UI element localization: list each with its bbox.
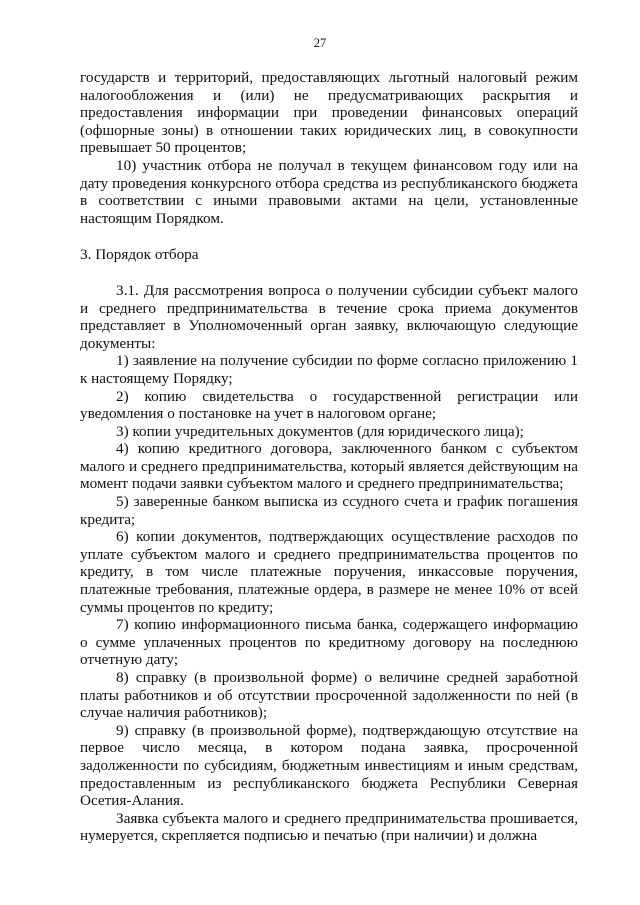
paragraph-application-binding: Заявка субъекта малого и среднего предпринимательства прошивается, нумеруется, скрепляется подписью и печатью (при наличии) и должна [80, 809, 578, 845]
paragraph-item-10: 10) участник отбора не получал в текущем финансовом году или на дату проведения конкурсного отбора средства из республиканского бюджета в соответствии с иными правовыми актами на цели, установленные настоящим Порядком. [80, 156, 578, 227]
paragraph-continuation: государств и территорий, предоставляющих льготный налоговый режим налогообложения и (или) не предусматривающих раскрытия и предоставления информации при проведении финансовых операций (офшорные зоны) в отношении таких юридических лиц, в совокупности превышает 50 процентов; [80, 69, 578, 157]
list-item-3: 3) копии учредительных документов (для юридического лица); [116, 422, 524, 440]
list-item-4: 4) копию кредитного договора, заключенного банком с субъектом малого и среднего предпринимательства, который является действующим на момент подачи заявки субъектом малого и среднего предпринимательства; [80, 440, 578, 493]
list-item-5: 5) заверенные банком выписка из ссудного счета и график погашения кредита; [80, 493, 578, 528]
list-item-7: 7) копию информационного письма банка, содержащего информацию о сумме уплаченных процентов по кредитному договору на последнюю отчетную дату; [80, 616, 578, 669]
list-item-2: 2) копию свидетельства о государственной регистрации или уведомления о постановке на учет в налоговом органе; [80, 387, 578, 423]
list-item-1: 1) заявление на получение субсидии по форме согласно приложению 1 к настоящему Порядку; [80, 352, 578, 387]
page-number: 27 [313, 36, 327, 50]
paragraph-3-1: 3.1. Для рассмотрения вопроса о получении субсидии субъект малого и среднего предпринимательства в течение срока приема документов представляет в Уполномоченный орган заявку, включающую следующие документы: [80, 281, 578, 352]
list-item-8: 8) справку (в произвольной форме) о величине средней заработной платы работников и об отсутствии просроченной задолженности по ней (в случае наличия работников); [80, 669, 578, 722]
list-item-6: 6) копии документов, подтверждающих осуществление расходов по уплате субъектом малого и среднего предпринимательства процентов по кредиту, в том числе платежные поручения, инкассовые поручения, платежные требования, платежные ордера, в размере не менее 10% от всей суммы процентов по кредиту; [80, 528, 578, 616]
section-heading: 3. Порядок отбора [80, 246, 199, 264]
document-body [80, 69, 578, 845]
list-item-9: 9) справку (в произвольной форме), подтверждающую отсутствие на первое число месяца, в котором подана заявка, просроченной задолженности по субсидиям, бюджетным инвестициям и иным средствам, предоставленным из республиканского бюджета Республики Северная Осетия-Алания. [80, 721, 578, 810]
